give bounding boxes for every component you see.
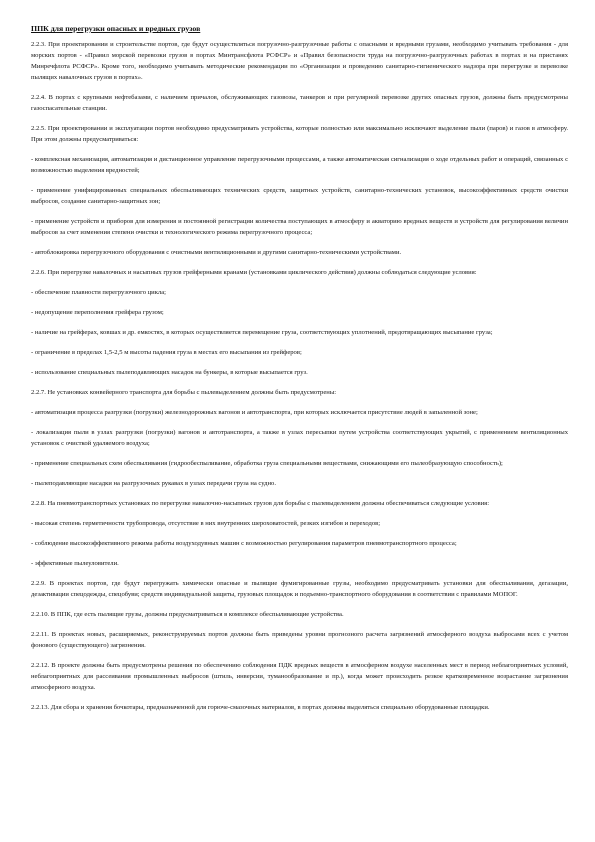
list-item: - недопущение переполнения грейфера грузом; (31, 309, 164, 316)
paragraph-2-2-9: 2.2.9. В проектах портов, где будут перегружать химически опасные и пылящие фумигированные грузы, необходимо предусматривать установки для обеспыливания, дегазации, дезактивации спецодежды, спецобуви; средств индивидуальной защиты, грузовых площадок и подъемно-транспортного оборудования в соответствии с правилами МОПОГ. (31, 580, 568, 598)
list-item: - ограничение в пределах 1,5-2,5 м высоты падения груза в местах его высыпания из грейферов; (31, 349, 302, 356)
list-item: - применение устройств и приборов для измерения и постоянной регистрации количества поступающих в атмосферу и акваторию вредных веществ и устройств для регулирования величин выбросов за счет изменения степени очистки и технологического режима перегрузочного процесса; (31, 218, 568, 236)
list-item: - высокая степень герметичности трубопровода, отсутствие в них внутренних шероховатостей, резких изгибов и переходов; (31, 520, 381, 527)
list-item: - автоблокировка перегрузочного оборудования с очистными вентиляционными и другими санитарно-техническими устройствами. (31, 249, 402, 256)
list-item: - соблюдение высокоэффективного режима работы воздуходувных машин с возможностью регулирования параметров пневмотранспортного процесса; (31, 540, 457, 547)
paragraph-2-2-6: 2.2.6. При перегрузке навалочных и насыпных грузов грейферными кранами (установками циклического действия) должны соблюдаться следующие условия: (31, 269, 477, 276)
list-item: - локализация пыли в узлах разгрузки (погрузки) вагонов и автотранспорта, а также в узлах пересыпки путем устройства соответствующих укрытий, с применением вентиляционных установок с очисткой удаляемого воздуха; (31, 429, 568, 447)
list-item: - использование специальных пылеподавляющих насадок на бункеры, в которые высыпается груз. (31, 369, 308, 376)
list-item: - применение специальных схем обеспыливания (гидрообеспыливание, обработка груза специальными веществами, снижающими его пылеобразующую способность); (31, 460, 503, 467)
list-item: - наличие на грейферах, ковшах и др. емкостях, в которых осуществляется перемещение груза, соответствующих уплотнений, предотвращающих высыпание груза; (31, 329, 493, 336)
paragraph-2-2-11: 2.2.11. В проектах новых, расширяемых, реконструируемых портов должны быть приведены уровни прогнозного расчета загрязнений атмосферного воздуха выбросами всех с учетом фонового (существующего) загрязнения. (31, 631, 568, 649)
list-item: - пылеподавляющие насадки на разгрузочных рукавах в узлах передачи груза на судно. (31, 480, 276, 487)
paragraph-2-2-8: 2.2.8. На пневмотранспортных установках по перегрузке навалочно-насыпных грузов для борьбы с пылевыделением должны обеспечиваться следующие условия: (31, 500, 490, 507)
paragraph-2-2-7: 2.2.7. Не установках конвейерного транспорта для борьбы с пылевыделением должны быть предусмотрены: (31, 389, 337, 396)
list-item: - применение унифицированных специальных обеспыливающих технических средств, защитных устройств, санитарно-технических установок, высокоэффективных средств очистки выбросов, создание санитарно-защитных зон; (31, 187, 568, 205)
paragraph-2-2-3: 2.2.3. При проектировании и строительстве портов, где будут осуществляться погрузочно-разгрузочные работы с опасными и вредными грузами, необходимо учитывать требования - для морских портов - «Правил морской перевозки грузов в портах Минтрансфлота РСФСР» и «Правил безопасности труда на погрузочно-разгрузочных работах в портах и на пристанях Минречфлота РСФСР». Кроме того, необходимо учитывать методические рекомендации по «Организации и проведению санитарно-гигиенического надзора при перегрузке и перевозке пылящих навалочных грузов в портах». (31, 41, 568, 81)
paragraph-2-2-13: 2.2.13. Для сбора и хранения бочкотары, предназначенной для горюче-смазочных материалов, в портах должны выделяться специально оборудованные площадки. (31, 704, 490, 711)
list-item: - комплексная механизация, автоматизация и дистанционное управление перегрузочными процессами, а также автоматическая сигнализация о ходе отдельных работ и операций, связанных с возможностью выделения вредностей; (31, 156, 568, 174)
paragraph-2-2-5: 2.2.5. При проектировании и эксплуатации портов необходимо предусматривать устройства, которые полностью или максимально исключают выделение пыли (паров) и газов в атмосферу. При этом должны предусматриваться: (31, 125, 568, 143)
list-item: - эффективные пылеуловители. (31, 560, 119, 567)
document-title: ППК для перегрузки опасных и вредных грузов (31, 24, 201, 33)
list-item: - автоматизация процесса разгрузки (погрузки) железнодорожных вагонов и автотранспорта, при которых исключается присутствие людей в запыленной зоне; (31, 409, 478, 416)
paragraph-2-2-10: 2.2.10. В ППК, где есть пылящие грузы, должны предусматриваться в комплексе обеспыливающие устройства. (31, 611, 344, 618)
list-item: - обеспечение плавности перегрузочного цикла; (31, 289, 166, 296)
paragraph-2-2-12: 2.2.12. В проекте должны быть предусмотрены решения по обеспечению соблюдения ПДК вредных веществ в атмосферном воздухе населенных мест в период неблагоприятных условий, неблагоприятных для рассеивания промышленных выбросов (штиль, инверсии, туманообразование и пр.), когда может происходить резкое кратковременное возрастание загрязнения атмосферного воздуха. (31, 662, 568, 691)
paragraph-2-2-4: 2.2.4. В портах с крупными нефтебазами, с наличием причалов, обслуживающих газовозы, танкеров и при регулярной перевозке других опасных грузов, должны быть предусмотрены газоспасательные станции. (31, 94, 568, 112)
